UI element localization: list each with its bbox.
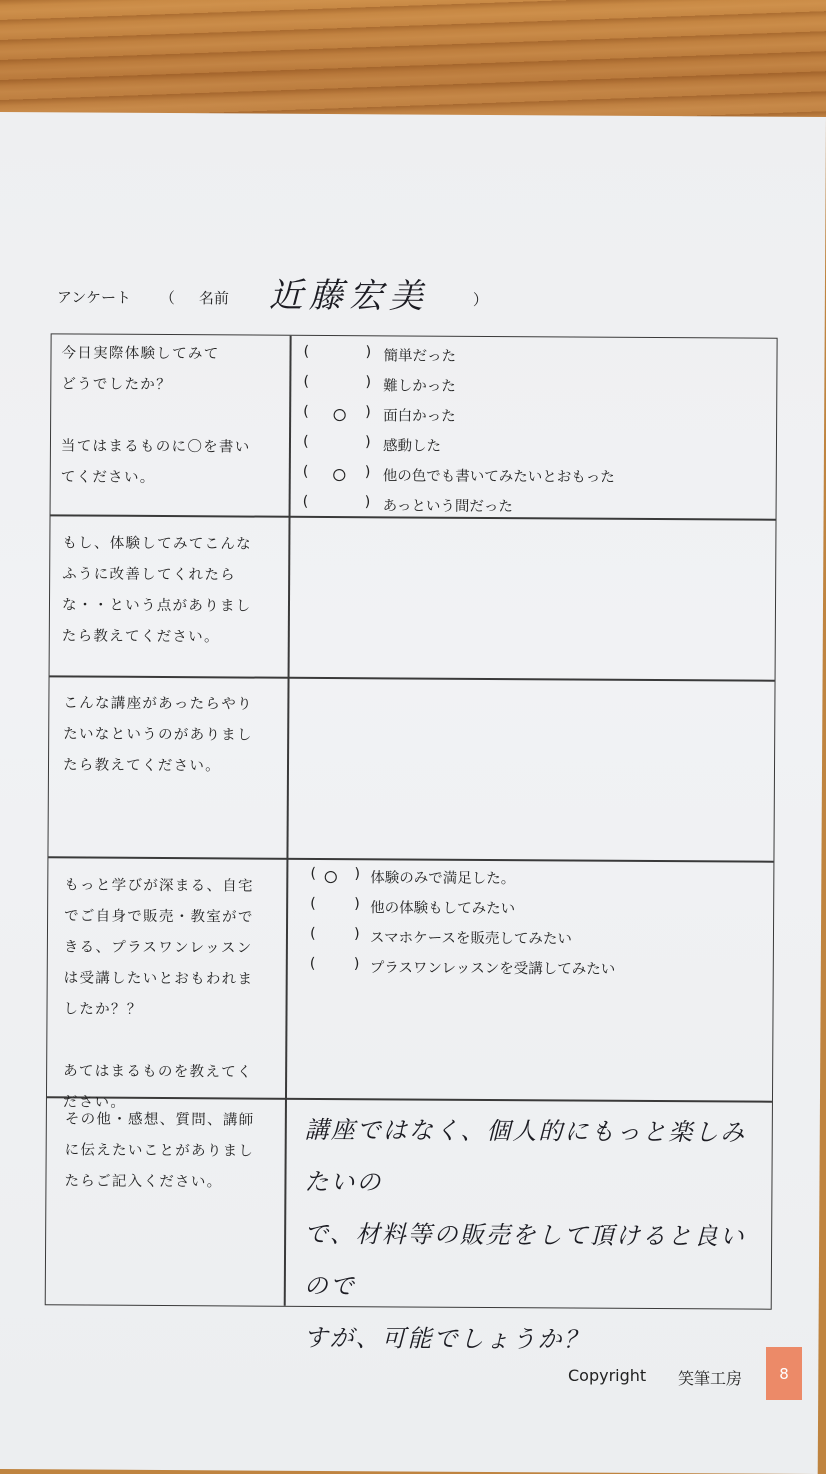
question-2: もし、体験してみてこんな ふうに改善してくれたら な・・という点がありまし たら教えてください。 [61, 535, 253, 646]
wooden-table-background [0, 0, 826, 125]
page-number: 8 [779, 1364, 789, 1383]
answer-line: すが、可能でしょうか？ [303, 1323, 590, 1354]
answer-line: で、材料等の販売をして頂けると良いので [303, 1219, 746, 1301]
close-paren: ） [472, 290, 488, 309]
question-1: 今日実際体験してみて どうでしたか？ 当てはまるものに〇を書い てください。 [60, 345, 251, 486]
survey-table [45, 333, 778, 1354]
copyright-label: Copyright [568, 1366, 647, 1385]
question-4: もっと学びが深まる、自宅 でご自身で販売・教室がで きる、プラスワンレッスン は受講したいとおもわれま したか？？ あてはまるものを教えてく ださい。 [62, 877, 254, 1111]
survey-paper [0, 112, 826, 1474]
open-paren: （ [159, 288, 175, 308]
brand-name: 笑筆工房 [678, 1369, 743, 1388]
handwritten-answer [303, 1104, 771, 1367]
name-label: 名前 [198, 289, 229, 308]
answer-2-empty[interactable] [290, 518, 776, 679]
answer-3-empty[interactable] [288, 679, 774, 860]
question-5: その他・感想、質問、講師 に伝えたいことがありまし たらご記入ください。 [64, 1111, 255, 1191]
question-3: こんな講座があったらやり たいなというのがありまし たら教えてください。 [62, 695, 253, 775]
answer-line: 講座ではなく、個人的にもっと楽しみたいの [304, 1115, 747, 1197]
page-number-badge [766, 1347, 802, 1400]
survey-title: アンケート [56, 288, 132, 307]
name-value-handwritten: 近藤宏美 [268, 275, 430, 317]
options-1: ( ) 簡単だった ( ) 難しかった ( 〇 ) 面白かった ( ) 感動した ( 〇 ) 他の色でも書いてみたいとおもった ( ) あっという間だった [302, 343, 615, 516]
options-4: ( 〇 ) 体験のみで満足した。 ( ) 他の体験もしてみたい ( ) スマホケースを販売してみたい ( ) プラスワンレッスンを受講してみたい [309, 865, 616, 978]
